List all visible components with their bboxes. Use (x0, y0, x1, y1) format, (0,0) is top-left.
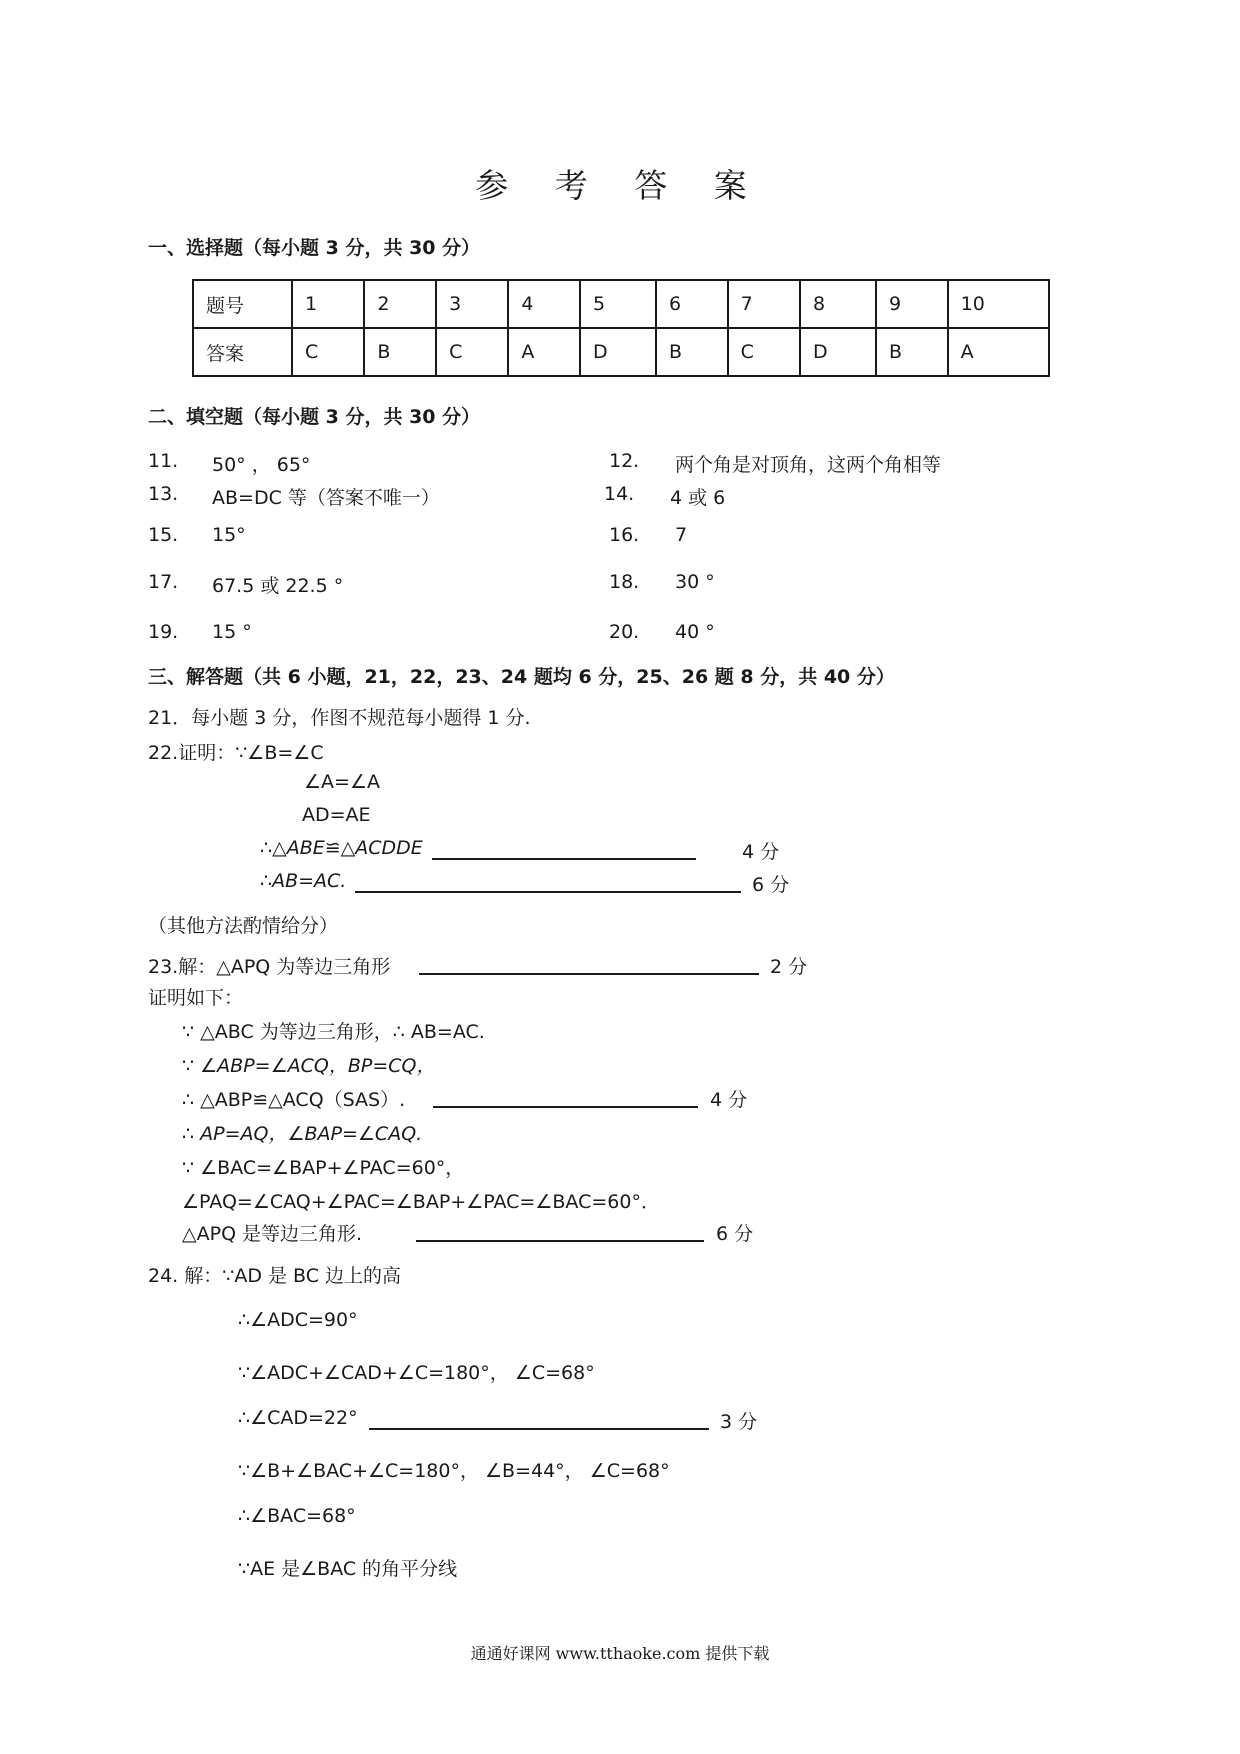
answer-underline (419, 955, 759, 975)
q24-line: 24. 解：∵AD 是 BC 边上的高 (148, 1265, 402, 1287)
fill-answer: 30 ° (675, 571, 715, 593)
answer-underline (369, 1410, 709, 1430)
table-cell-answer: B (656, 328, 728, 376)
fill-number: 13. (148, 483, 179, 505)
table-cell-answer: C (292, 328, 364, 376)
table-cell-number: 3 (436, 280, 508, 328)
q22-note: （其他方法酌情给分） (148, 915, 339, 937)
fill-answer: 50° ， 65° (212, 454, 311, 476)
fill-answer: 4 或 6 (670, 487, 726, 509)
table-cell-number: 4 (508, 280, 580, 328)
table-cell-answer: A (508, 328, 580, 376)
q22-score: 4 分 (742, 841, 780, 863)
q24-line: ∴∠BAC=68° (238, 1505, 356, 1527)
fill-number: 18. (609, 571, 640, 593)
section-solution-heading: 三、解答题（共 6 小题，21，22，23、24 题均 6 分，25、26 题 8 分，共 40 分） (148, 666, 895, 688)
table-cell-answer: B (364, 328, 436, 376)
q22-line: 22.证明：∵∠B=∠C (148, 742, 324, 764)
fill-answer: 15 ° (212, 621, 252, 643)
q23-line: ∠PAQ=∠CAQ+∠PAC=∠BAP+∠PAC=∠BAC=60°． (182, 1191, 660, 1213)
table-cell-answer: A (948, 328, 1049, 376)
fill-answer: 两个角是对顶角，这两个角相等 (675, 454, 942, 476)
q22-line: AD=AE (302, 804, 371, 826)
fill-number: 14. (604, 483, 635, 505)
q24-line: ∵AE 是∠BAC 的角平分线 (238, 1558, 458, 1580)
footer-text: 通通好课网 www.tthaoke.com 提供下载 (470, 1644, 770, 1663)
fill-number: 17. (148, 571, 179, 593)
table-cell-answer: C (436, 328, 508, 376)
q23-score: 4 分 (710, 1089, 748, 1111)
fill-answer: 67.5 或 22.5 ° (212, 575, 344, 597)
fill-number: 19. (148, 621, 179, 643)
table-cell-number: 8 (800, 280, 876, 328)
q22-line: ∠A=∠A (304, 771, 380, 793)
fill-number: 20. (609, 621, 640, 643)
q22-line: ∴△ABE≌△ACDDE (260, 837, 423, 859)
q23-line: ∴ △ABP≌△ACQ（SAS）. (182, 1089, 406, 1111)
q24-line: ∵∠ADC+∠CAD+∠C=180°， ∠C=68° (238, 1362, 595, 1384)
fill-number: 15. (148, 524, 179, 546)
q23-line: 23.解：△APQ 为等边三角形 (148, 956, 391, 978)
q24-line: ∴∠CAD=22° (238, 1407, 358, 1429)
table-cell-answer: B (876, 328, 948, 376)
table-cell-number: 6 (656, 280, 728, 328)
fill-number: 16. (609, 524, 640, 546)
q24-score: 3 分 (720, 1411, 758, 1433)
table-cell-number: 9 (876, 280, 948, 328)
table-cell-answer: D (580, 328, 656, 376)
fill-answer: 40 ° (675, 621, 715, 643)
q23-line: ∴ AP=AQ，∠BAP=∠CAQ. (182, 1123, 423, 1145)
table-cell-number: 5 (580, 280, 656, 328)
answer-underline (355, 873, 741, 893)
fill-answer: 7 (675, 524, 688, 546)
q23-line: △APQ 是等边三角形. (182, 1223, 363, 1245)
q22-line: ∴AB=AC. (260, 870, 347, 892)
q23-line: 证明如下： (148, 987, 244, 1009)
section-fill-heading: 二、填空题（每小题 3 分，共 30 分） (148, 406, 481, 428)
q22-score: 6 分 (752, 874, 790, 896)
fill-answer: AB=DC 等（答案不唯一） (212, 487, 440, 509)
table-cell-number: 1 (292, 280, 364, 328)
fill-answer: 15° (212, 524, 246, 546)
q23-line: ∵ ∠ABP=∠ACQ，BP=CQ， (182, 1055, 436, 1077)
answer-underline (432, 840, 696, 860)
table-row-label: 答案 (193, 328, 292, 376)
q24-line: ∴∠ADC=90° (238, 1309, 358, 1331)
page-title: 参 考 答 案 (475, 166, 765, 205)
table-cell-answer: D (800, 328, 876, 376)
q23-score: 2 分 (770, 956, 808, 978)
table-cell-number: 10 (948, 280, 1049, 328)
table-row-label: 题号 (193, 280, 292, 328)
section-choice-heading: 一、选择题（每小题 3 分，共 30 分） (148, 237, 481, 259)
fill-number: 11. (148, 450, 179, 472)
fill-number: 12. (609, 450, 640, 472)
answer-underline (433, 1088, 698, 1108)
q21-text: 21．每小题 3 分，作图不规范每小题得 1 分. (148, 707, 531, 729)
q24-line: ∵∠B+∠BAC+∠C=180°， ∠B=44°， ∠C=68° (238, 1460, 670, 1482)
q23-line: ∵ ∠BAC=∠BAP+∠PAC=60°， (182, 1157, 465, 1179)
choice-answer-table (192, 279, 1050, 377)
table-cell-number: 7 (728, 280, 800, 328)
q23-score: 6 分 (716, 1223, 754, 1245)
table-cell-answer: C (728, 328, 800, 376)
answer-underline (416, 1222, 704, 1242)
table-row-answers (193, 328, 1049, 376)
q23-line: ∵ △ABC 为等边三角形，∴ AB=AC. (182, 1021, 485, 1043)
table-cell-number: 2 (364, 280, 436, 328)
table-row-numbers (193, 280, 1049, 328)
